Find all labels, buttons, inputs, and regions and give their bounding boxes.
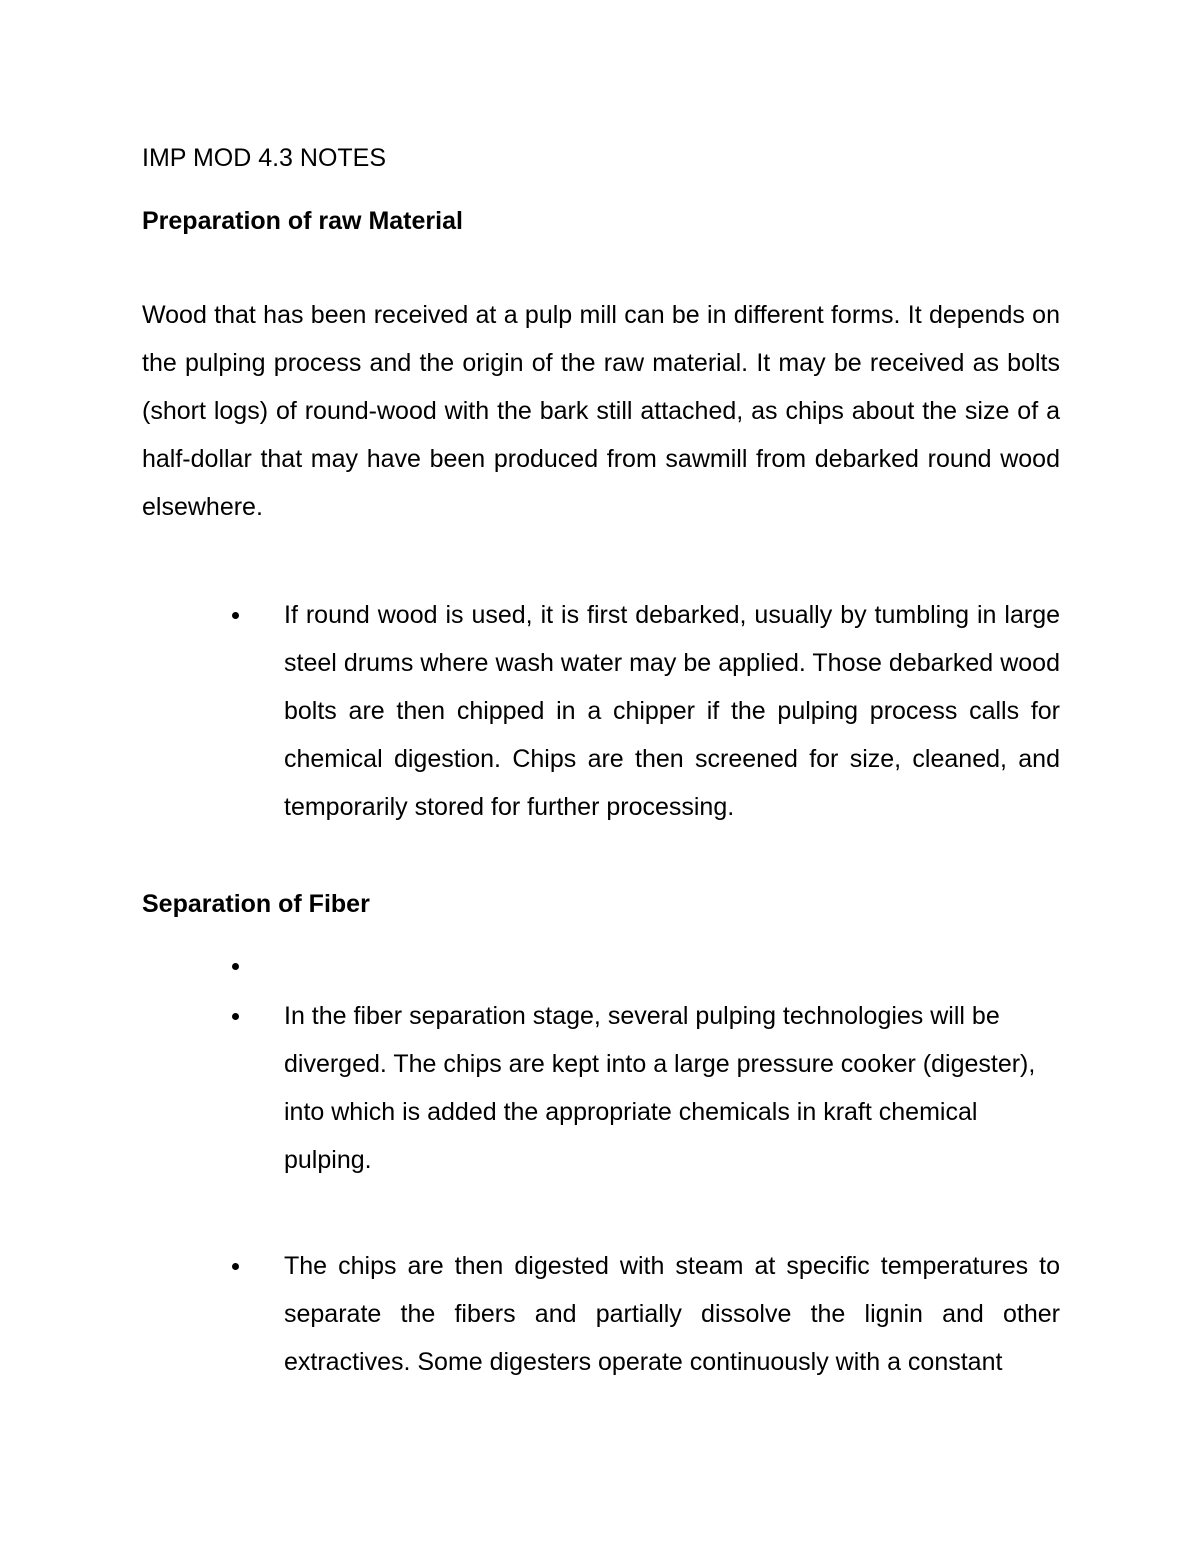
- list-item: [232, 942, 1060, 990]
- bullet-icon: [232, 963, 239, 970]
- section-heading-separation: Separation of Fiber: [142, 890, 370, 918]
- list-item-text: If round wood is used, it is first debarked, usually by tumbling in large steel drums where wash water may be applied. Those debarked wood bolts are then chipped in a chipper if the pulping process calls for chemical digestion. Chips are then screened for size, cleaned, and temporarily stored for further processing.: [284, 601, 1060, 821]
- bullet-list-separation: [142, 942, 1060, 1386]
- list-item: [232, 591, 1060, 831]
- list-item-text: In the fiber separation stage, several pulping technologies will be diverged. The chips are kept into a large pressure cooker (digester), into which is added the appropriate chemicals in kraft chemical pulping.: [284, 1002, 1036, 1174]
- document-title: IMP MOD 4.3 NOTES: [142, 144, 387, 172]
- paragraph-preparation: Wood that has been received at a pulp mill can be in different forms. It depends on the pulping process and the origin of the raw material. It may be received as bolts (short logs) of round-wood with the bark still attached, as chips about the size of a half-dollar that may have been produced from sawmill from debarked round wood elsewhere.: [142, 301, 1060, 521]
- document-content: [142, 138, 1060, 1386]
- bullet-icon: [232, 1263, 239, 1270]
- bullet-list-preparation: [142, 591, 1060, 831]
- section-heading-preparation: Preparation of raw Material: [142, 207, 463, 235]
- bullet-icon: [232, 1013, 239, 1020]
- bullet-icon: [232, 612, 239, 619]
- list-item: [232, 992, 1060, 1184]
- list-item-text: The chips are then digested with steam at specific temperatures to separate the fibers and partially dissolve the lignin and other extractives. Some digesters operate continuously with a constant: [284, 1252, 1060, 1376]
- list-item: [232, 1242, 1060, 1386]
